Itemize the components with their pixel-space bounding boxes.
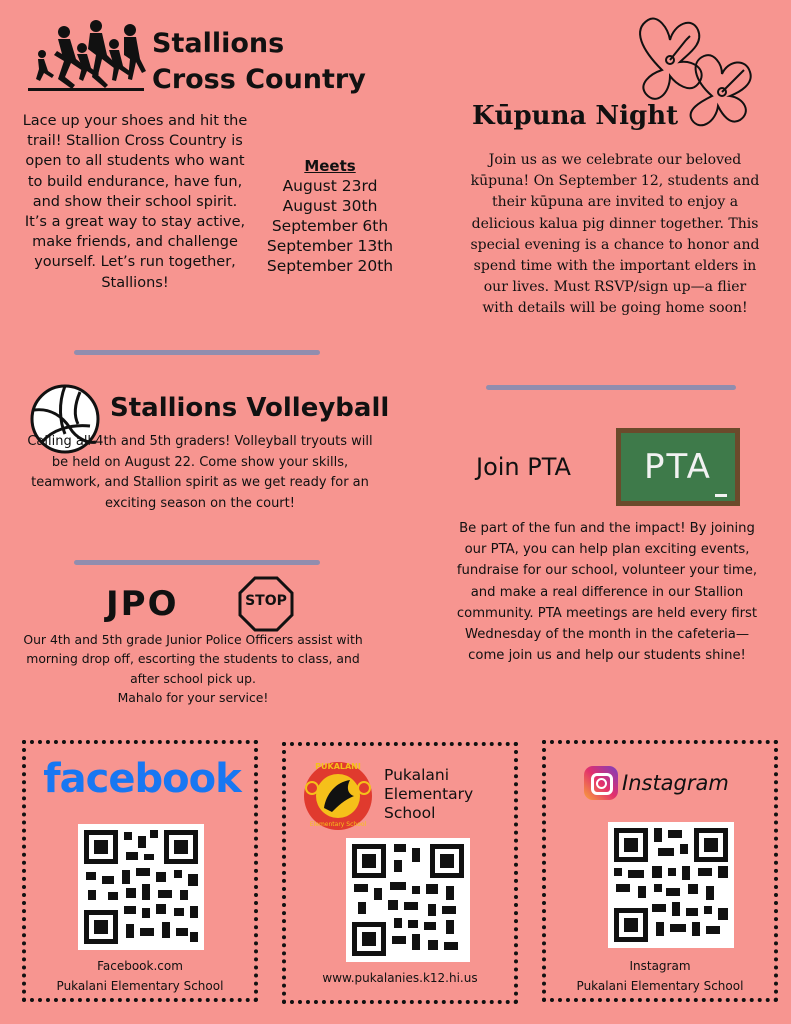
meet-date: September 13th — [266, 237, 394, 255]
school-box — [282, 742, 518, 1004]
stop-sign-text: STOP — [245, 593, 287, 609]
jpo-description: Our 4th and 5th grade Junior Police Officers assist with morning drop off, escorting the students to class, and after school pick up. — [23, 632, 363, 686]
school-logo-ring-text: PUKALANI — [315, 762, 361, 771]
pta-chalkboard — [616, 428, 740, 506]
instagram-logo: Instagram — [622, 771, 729, 795]
instagram-box — [542, 740, 778, 1002]
volleyball-title: Stallions Volleyball — [110, 393, 390, 423]
instagram-qr-code[interactable] — [608, 822, 734, 948]
jpo-thanks: Mahalo for your service! — [117, 690, 269, 705]
section-divider — [74, 350, 320, 355]
meets-section — [246, 156, 414, 276]
school-name-line3: School — [384, 804, 436, 822]
section-divider — [486, 385, 736, 390]
qr-code-icon — [346, 838, 470, 962]
facebook-caption — [26, 956, 254, 996]
meet-date: September 20th — [266, 257, 394, 275]
jpo-title: JPO — [106, 584, 179, 624]
facebook-qr-code[interactable] — [78, 824, 204, 950]
instagram-caption-line2: Pukalani Elementary School — [576, 979, 744, 993]
cross-country-title — [152, 26, 372, 98]
school-logo-ring-sub: Elementary School — [309, 821, 367, 828]
cross-country-title-line1: Stallions — [152, 28, 285, 59]
meets-heading: Meets — [304, 157, 356, 175]
kupuna-title: Kūpuna Night — [472, 101, 679, 131]
facebook-box — [22, 740, 258, 1002]
section-divider — [74, 560, 320, 565]
school-name-line1: Pukalani — [384, 766, 450, 784]
instagram-caption — [546, 956, 774, 996]
qr-code-icon — [608, 822, 734, 948]
pta-chalkboard-text: PTA — [644, 447, 712, 487]
cross-country-description: Lace up your shoes and hit the trail! Stallion Cross Country is open to all students who want to build endurance, have fun, and show their school spirit. It’s a great way to stay active, make friends, and challenge yourself. Let’s run together, Stallions! — [22, 113, 248, 291]
meet-date: August 30th — [282, 197, 378, 215]
pta-description: Be part of the fun and the impact! By joining our PTA, you can help plan exciting events, fundraise for our school, volunteer your time, and make a real difference in our Stallion community. PTA meetings are held every first Wednesday of the month in the cafeteria—come join us and help our students shine! — [456, 521, 758, 664]
instagram-caption-line1[interactable]: Instagram — [629, 959, 691, 973]
school-logo-icon — [302, 760, 374, 832]
cross-country-title-line2: Cross Country — [152, 64, 366, 95]
kupuna-description: Join us as we celebrate our beloved kūpuna! On September 12, students and their kūpuna are invited to enjoy a delicious kalua pig dinner together. This special evening is a chance to honor and spend time with the important elders in our lives. Must RSVP/sign up—a flier with details will be going home soon! — [470, 152, 760, 317]
school-name-line2: Elementary — [384, 785, 474, 803]
meet-date: September 6th — [271, 217, 389, 235]
school-qr-code[interactable] — [346, 838, 470, 962]
school-name — [384, 766, 514, 823]
cross-country-runners-icon — [24, 18, 148, 94]
school-caption[interactable]: www.pukalanies.k12.hi.us — [322, 971, 478, 985]
facebook-caption-line2: Pukalani Elementary School — [56, 979, 224, 993]
facebook-caption-line1[interactable]: Facebook.com — [97, 959, 183, 973]
facebook-logo: facebook — [43, 756, 241, 802]
chalk-icon — [715, 494, 727, 497]
qr-code-icon — [78, 824, 204, 950]
stop-sign-icon — [238, 576, 294, 632]
pta-title: Join PTA — [476, 453, 571, 481]
instagram-icon — [584, 766, 618, 800]
meet-date: August 23rd — [282, 177, 378, 195]
volleyball-description: Calling all 4th and 5th graders! Volleyball tryouts will be held on August 22. Come show your skills, teamwork, and Stallion spirit as we get ready for an exciting season on the court! — [27, 434, 373, 511]
